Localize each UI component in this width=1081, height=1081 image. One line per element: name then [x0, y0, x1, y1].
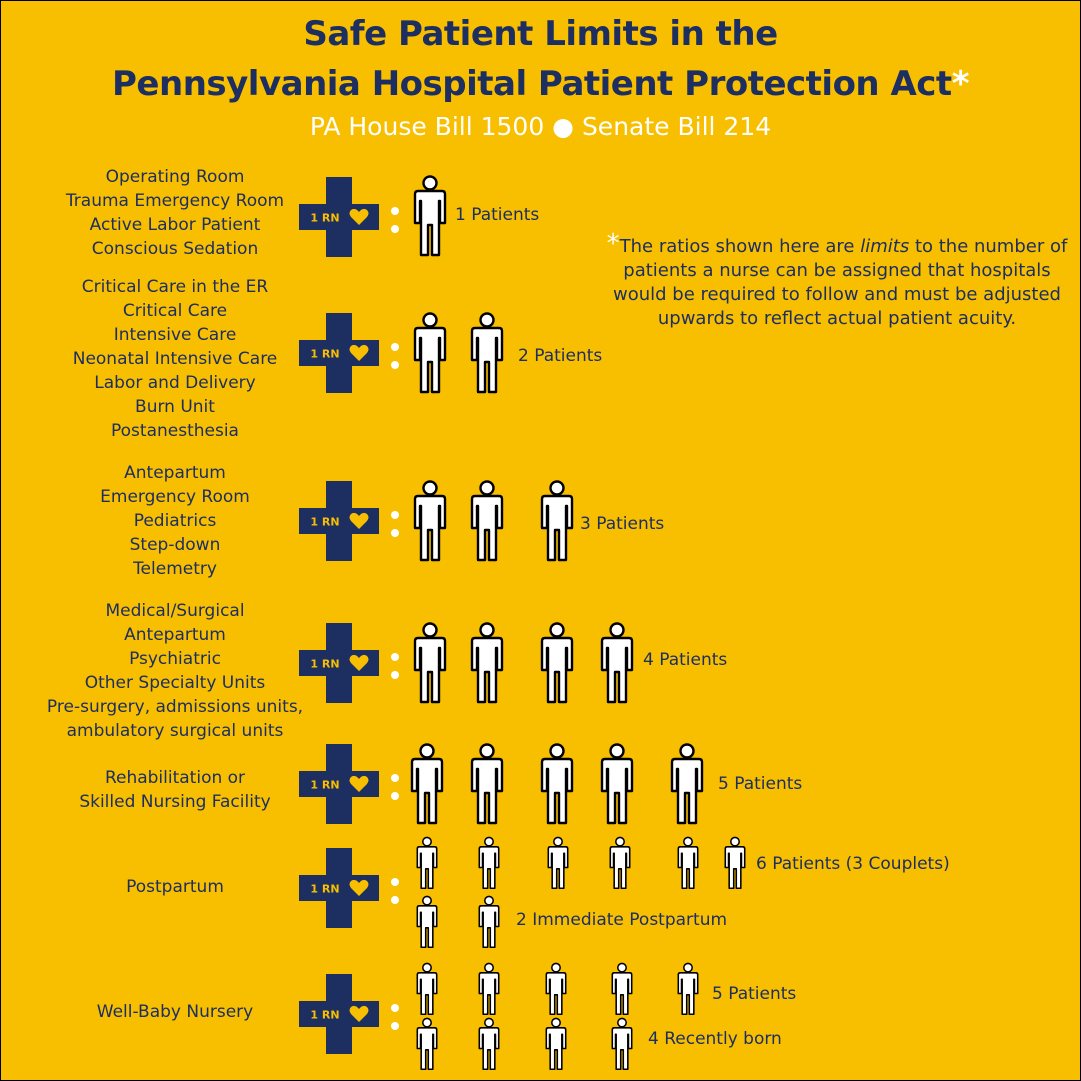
patient-icon: [540, 622, 574, 704]
patient-icon: [413, 622, 447, 704]
unit-name: Medical/Surgical: [105, 601, 245, 621]
nurse-cross-badge: [299, 177, 379, 257]
ratio-colon: [391, 774, 399, 810]
footnote: *The ratios shown here are limits to the number of patients a nurse can be assigned that hospitals would be required to follow and must be adjusted upwards to reflect actual patient acuity.: [606, 229, 1068, 329]
unit-name: Psychiatric: [129, 649, 221, 669]
title-line-1: Safe Patient Limits in the: [303, 14, 778, 54]
unit-name: Postpartum: [126, 877, 224, 897]
nurse-cross-badge: [299, 974, 379, 1054]
patient-icon: [470, 743, 504, 825]
patient-icon: [413, 175, 447, 257]
patient-icon: [547, 836, 569, 890]
patient-count-label: 2 Immediate Postpartum: [516, 910, 728, 930]
patient-icon: [470, 312, 504, 394]
subtitle: PA House Bill 1500 ● Senate Bill 214: [309, 112, 772, 141]
unit-name: Pre-surgery, admissions units,: [46, 697, 304, 717]
nurse-ratio-label: 1 RN: [310, 1008, 340, 1022]
unit-name: Critical Care: [122, 301, 228, 321]
patient-count-label: 6 Patients (3 Couplets): [756, 854, 950, 874]
nurse-cross-badge: [299, 744, 379, 824]
unit-name: Trauma Emergency Room: [65, 191, 285, 211]
unit-name: Telemetry: [133, 559, 217, 579]
patient-icon: [478, 836, 500, 890]
unit-name: Other Specialty Units: [84, 673, 266, 693]
patient-icon: [600, 622, 634, 704]
unit-list: [20, 875, 330, 899]
patient-icon: [416, 836, 438, 890]
unit-name: Critical Care in the ER: [81, 277, 269, 297]
footnote-emphasis: limits: [860, 236, 910, 257]
patient-icon: [677, 836, 699, 890]
unit-list: [20, 766, 330, 814]
patient-icon: [478, 962, 500, 1016]
unit-name: Conscious Sedation: [91, 239, 259, 259]
unit-name: Operating Room: [105, 167, 245, 187]
patient-icon: [478, 1017, 500, 1071]
patient-icon: [413, 312, 447, 394]
unit-name: Skilled Nursing Facility: [79, 792, 271, 812]
ratio-colon: [391, 343, 399, 379]
nurse-cross-badge: [299, 481, 379, 561]
patient-icon: [413, 480, 447, 562]
unit-name: Rehabilitation or: [104, 768, 246, 788]
ratio-colon: [391, 511, 399, 547]
title-line-2: Pennsylvania Hospital Patient Protection Act*: [112, 64, 969, 104]
unit-list: [20, 165, 330, 261]
unit-name: Burn Unit: [135, 397, 215, 417]
patient-icon: [611, 962, 633, 1016]
patient-icon: [540, 480, 574, 562]
unit-list: [20, 275, 330, 443]
patient-icon: [545, 962, 567, 1016]
nurse-cross-badge: [299, 623, 379, 703]
patient-icon: [600, 743, 634, 825]
unit-list: [20, 461, 330, 581]
patient-count-label: 4 Recently born: [648, 1029, 782, 1049]
unit-list: [20, 599, 330, 743]
ratio-colon: [391, 878, 399, 914]
patient-icon: [677, 962, 699, 1016]
patient-icon: [609, 836, 631, 890]
patient-icon: [410, 743, 444, 825]
footnote-asterisk: *: [606, 229, 620, 259]
unit-name: Postanesthesia: [111, 421, 239, 441]
nurse-cross-badge: [299, 313, 379, 393]
patient-count-label: 4 Patients: [643, 650, 728, 670]
unit-name: Step-down: [129, 535, 221, 555]
patient-count-label: 1 Patients: [455, 205, 540, 225]
unit-name: Well-Baby Nursery: [96, 1002, 254, 1022]
unit-name: Intensive Care: [113, 325, 237, 345]
title-asterisk: *: [951, 64, 969, 104]
unit-name: Pediatrics: [133, 511, 217, 531]
ratio-colon: [391, 653, 399, 689]
unit-name: Antepartum: [124, 625, 226, 645]
nurse-ratio-label: 1 RN: [310, 347, 340, 361]
nurse-ratio-label: 1 RN: [310, 882, 340, 896]
patient-icon: [724, 836, 746, 890]
nurse-ratio-label: 1 RN: [310, 211, 340, 225]
unit-name: Antepartum: [124, 463, 226, 483]
unit-list: [20, 1000, 330, 1024]
patient-icon: [416, 895, 438, 949]
patient-icon: [540, 743, 574, 825]
unit-name: Neonatal Intensive Care: [72, 349, 278, 369]
patient-icon: [416, 1017, 438, 1071]
patient-count-label: 3 Patients: [580, 514, 665, 534]
nurse-ratio-label: 1 RN: [310, 778, 340, 792]
patient-icon: [470, 622, 504, 704]
patient-icon: [470, 480, 504, 562]
ratio-colon: [391, 1004, 399, 1040]
unit-name: Labor and Delivery: [94, 373, 256, 393]
patient-count-label: 2 Patients: [518, 346, 603, 366]
patient-icon: [611, 1017, 633, 1071]
patient-icon: [416, 962, 438, 1016]
patient-icon: [545, 1017, 567, 1071]
ratio-colon: [391, 207, 399, 243]
unit-name: Active Labor Patient: [89, 215, 261, 235]
patient-icon: [670, 743, 704, 825]
unit-name: Emergency Room: [100, 487, 250, 507]
patient-count-label: 5 Patients: [718, 774, 803, 794]
nurse-ratio-label: 1 RN: [310, 657, 340, 671]
patient-count-label: 5 Patients: [712, 984, 797, 1004]
nurse-cross-badge: [299, 848, 379, 928]
nurse-ratio-label: 1 RN: [310, 515, 340, 529]
patient-icon: [478, 895, 500, 949]
unit-name: ambulatory surgical units: [66, 721, 284, 741]
